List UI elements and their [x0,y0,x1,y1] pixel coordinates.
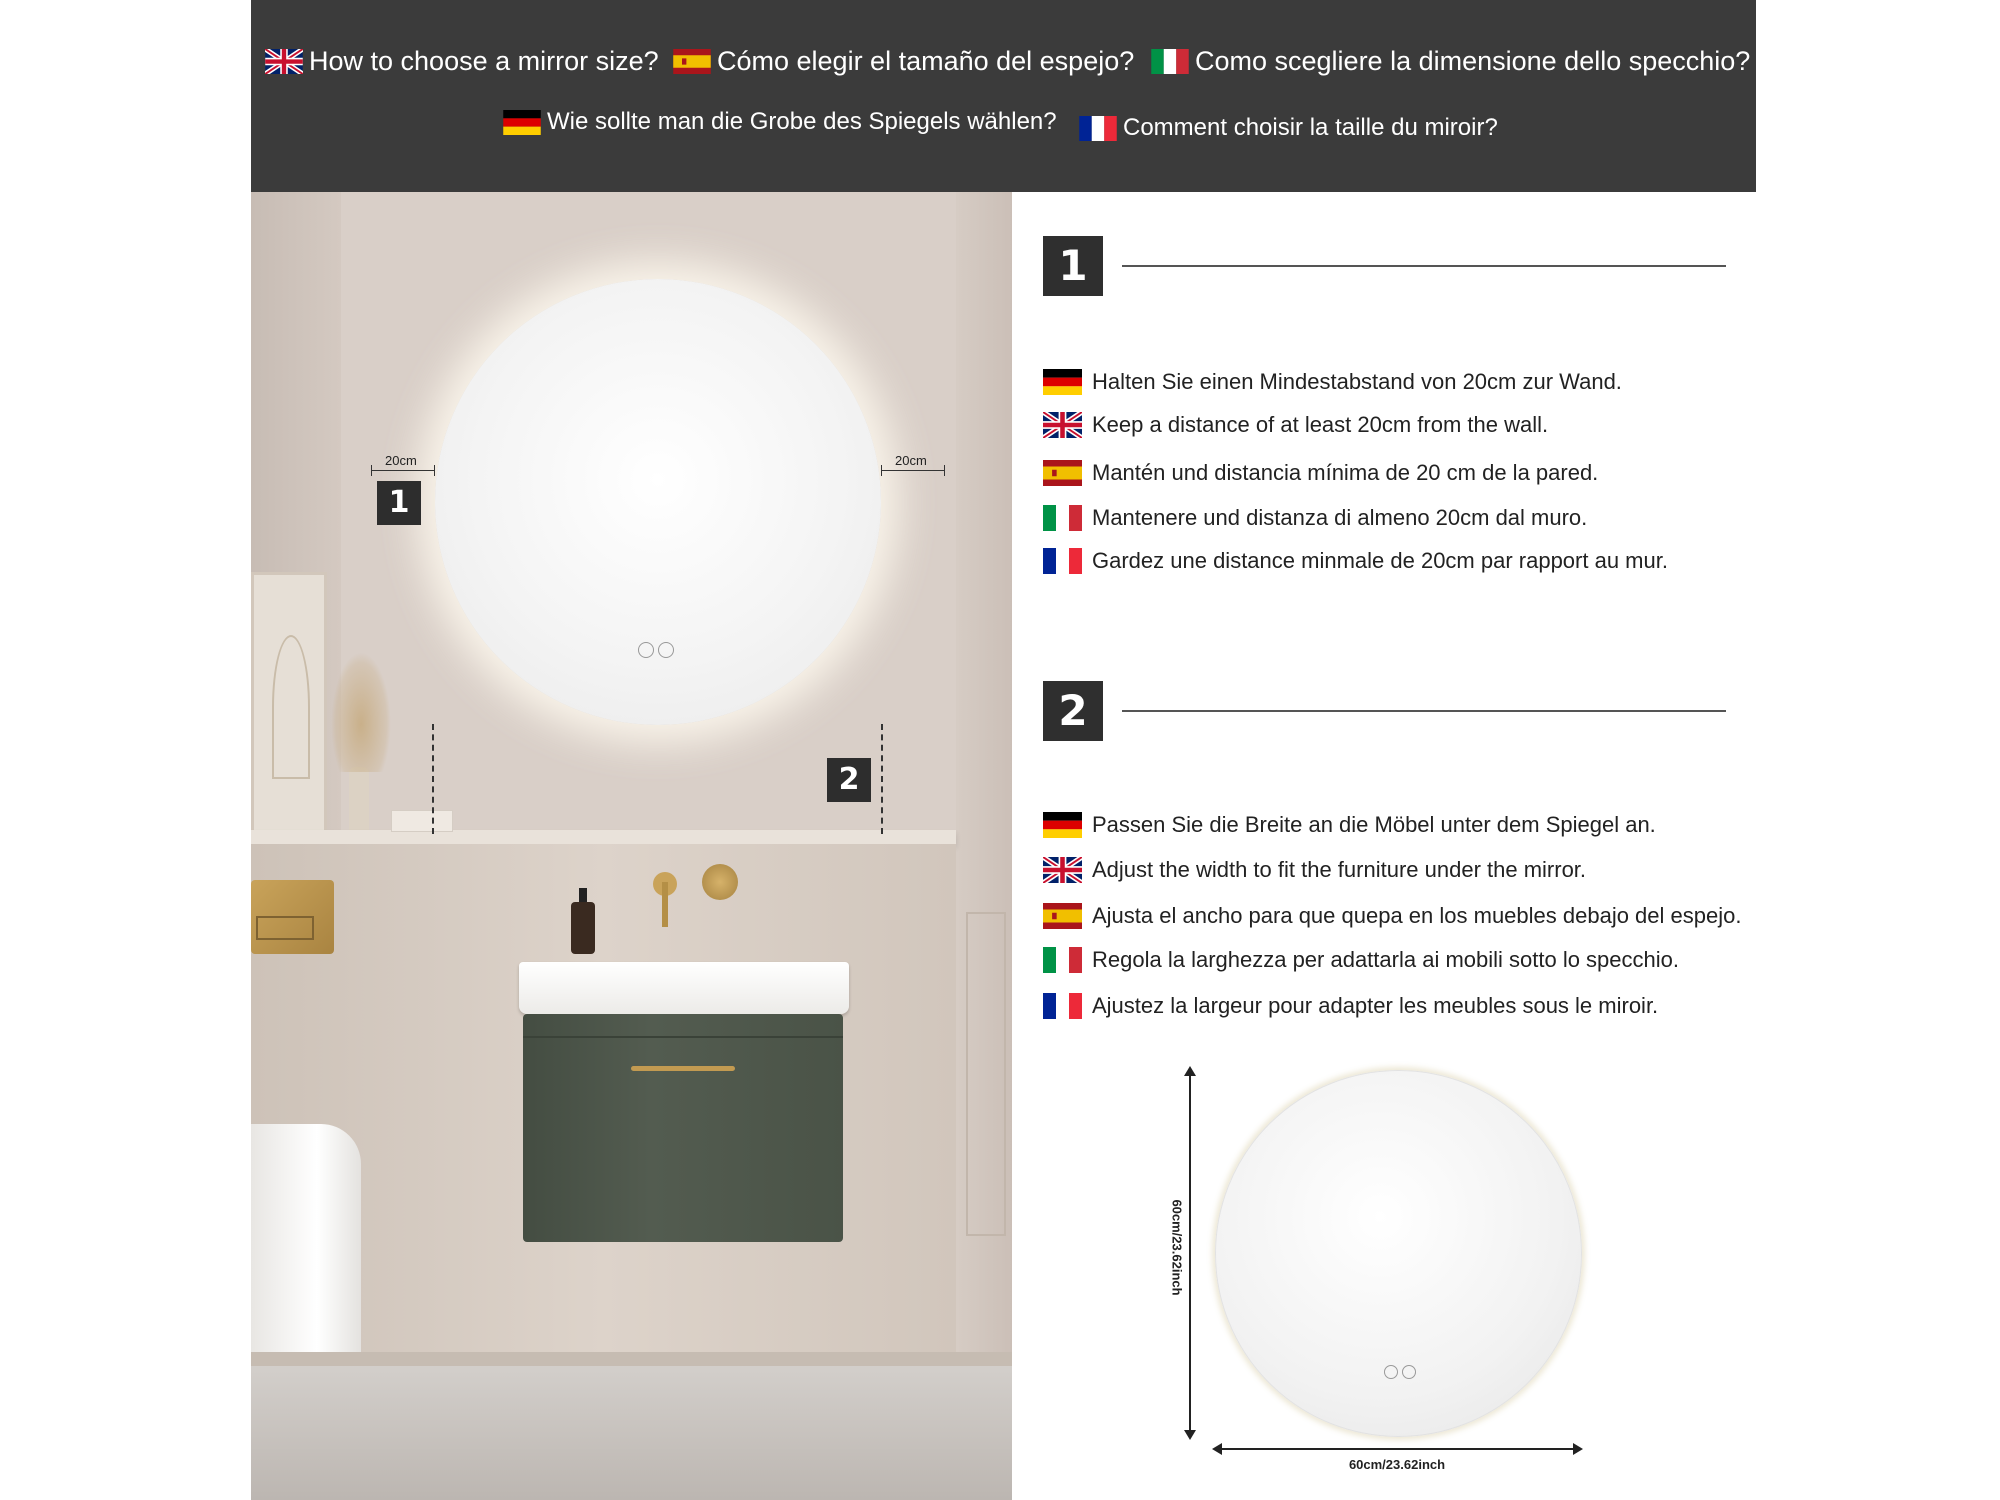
vase [349,767,369,837]
france-flag-icon [1079,116,1117,141]
arrow-right-icon [1573,1443,1583,1455]
section-1-text-it: Mantenere und distanza di almeno 20cm dal muro. [1092,505,1588,530]
header-text-en: How to choose a mirror size? [309,46,659,76]
height-label: 60cm/23.62inch [1169,1199,1185,1296]
header-text-de: Wie sollte man die Grobe des Spiegels wählen? [547,108,1057,135]
header-text-fr: Comment choisir la taille du miroir? [1123,114,1498,141]
width-label: 60cm/23.62inch [1348,1457,1446,1472]
italy-flag-icon [1043,505,1082,531]
germany-flag-icon [1043,369,1082,395]
section-1-row-en [1043,412,1548,438]
france-flag-icon [1043,993,1082,1019]
header-item-it [1151,46,1750,77]
header-text-it: Como scegliere la dimensione dello specchio? [1195,46,1751,76]
width-dimension-arrow [1215,1448,1580,1450]
section-2-divider [1122,710,1726,712]
arrow-down-icon [1184,1430,1196,1440]
section-1-text-fr: Gardez une distance minmale de 20cm par rapport au mur. [1092,548,1668,573]
section-2-text-en: Adjust the width to fit the furniture under the mirror. [1092,857,1587,882]
right-gap-line [881,470,945,471]
spec-touch-icon [1384,1365,1398,1379]
faucet-spout [662,882,668,927]
section-2-row-es [1043,903,1741,929]
section-2-row-fr [1043,993,1658,1019]
header-banner [251,0,1756,192]
wall-art [251,572,327,838]
towels [391,810,453,832]
header-item-fr [1079,114,1498,142]
section-1-row-es [1043,460,1598,486]
flush-plate [251,880,334,954]
spec-power-icon [1402,1365,1416,1379]
section-2-text-es: Ajusta el ancho para que quepa en los muebles debajo del espejo. [1092,903,1742,928]
spec-mirror-image [1215,1070,1582,1437]
mirror-touch-icon [638,642,654,658]
height-dimension-arrow [1189,1068,1191,1432]
section-2-text-de: Passen Sie die Breite an die Möbel unter dem Spiegel an. [1092,812,1656,837]
section-1-text-de: Halten Sie einen Mindestabstand von 20cm zur Wand. [1092,369,1622,394]
spain-flag-icon [1043,903,1082,929]
uk-flag-icon [265,49,303,74]
vanity-cabinet [523,1014,843,1242]
france-flag-icon [1043,548,1082,574]
section-2-row-de [1043,812,1656,838]
spain-flag-icon [673,49,711,74]
section-1-text-es: Mantén und distancia mínima de 20 cm de la pared. [1092,460,1599,485]
section-2-badge: 2 [1043,681,1103,741]
cabinet-handle [631,1066,735,1071]
round-led-mirror [435,279,881,725]
faucet-handle [702,864,738,900]
uk-flag-icon [1043,412,1082,438]
germany-flag-icon [1043,812,1082,838]
section-2-row-en [1043,857,1586,883]
bathroom-scene-photo [251,192,1012,1500]
wall-panel [966,912,1006,1236]
wall-shelf [251,830,956,844]
header-item-en [265,46,659,77]
scene-badge-2: 2 [827,758,871,802]
section-1-row-it [1043,505,1587,531]
section-1-text-en: Keep a distance of at least 20cm from the wall. [1092,412,1549,437]
section-1-row-de [1043,369,1622,395]
right-gap-label: 20cm [895,453,927,468]
arrow-up-icon [1184,1066,1196,1076]
arrow-left-icon [1212,1443,1222,1455]
skirting [251,1352,1012,1366]
germany-flag-icon [503,110,541,135]
mirror-power-icon [658,642,674,658]
scene-badge-1: 1 [377,481,421,525]
section-2-row-it [1043,947,1679,973]
section-1-badge: 1 [1043,236,1103,296]
header-item-es [673,46,1134,77]
header-text-es: Cómo elegir el tamaño del espejo? [717,46,1135,76]
right-wall [956,192,1012,1500]
left-gap-line [371,470,435,471]
left-width-guide [432,724,434,834]
soap-bottle [571,902,595,954]
section-2-text-it: Regola la larghezza per adattarla ai mobili sotto lo specchio. [1092,947,1679,972]
italy-flag-icon [1043,947,1082,973]
uk-flag-icon [1043,857,1082,883]
dried-flowers [331,652,391,772]
right-width-guide [881,724,883,834]
header-item-de [503,108,1057,136]
left-gap-label: 20cm [385,453,417,468]
section-1-divider [1122,265,1726,267]
spain-flag-icon [1043,460,1082,486]
marble-floor [251,1364,1012,1500]
italy-flag-icon [1151,49,1189,74]
sink [519,962,849,1014]
section-2-text-fr: Ajustez la largeur pour adapter les meubles sous le miroir. [1092,993,1659,1018]
section-1-row-fr [1043,548,1668,574]
